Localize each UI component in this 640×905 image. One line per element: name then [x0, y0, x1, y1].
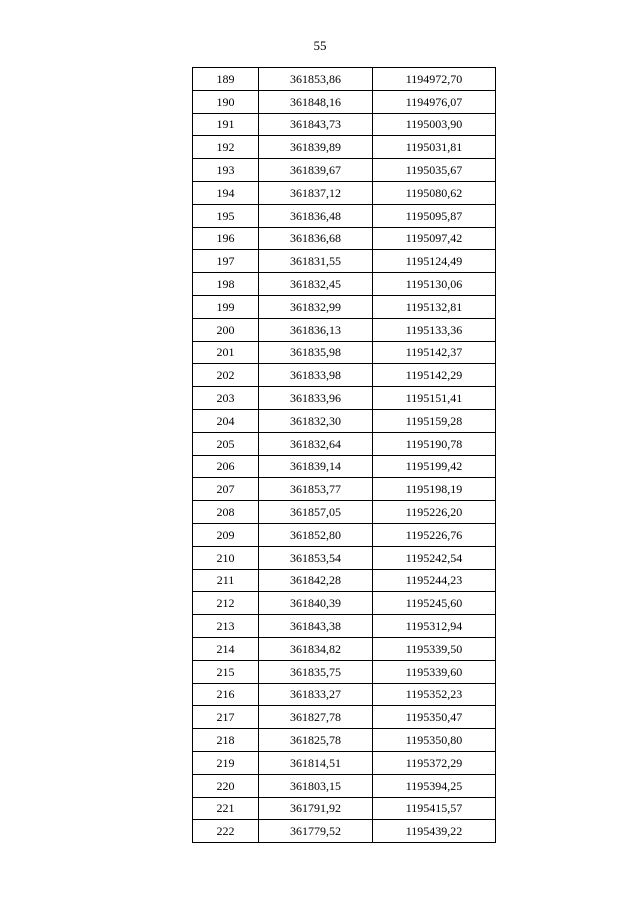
table-row	[193, 478, 496, 501]
point-number-cell: 189	[193, 68, 259, 91]
table-row	[193, 387, 496, 410]
point-number-cell: 193	[193, 159, 259, 182]
y-coordinate-cell: 1195142,29	[373, 364, 496, 387]
y-coordinate-cell: 1195130,06	[373, 273, 496, 296]
point-number-cell: 191	[193, 113, 259, 136]
point-number-cell: 209	[193, 523, 259, 546]
point-number-cell: 211	[193, 569, 259, 592]
x-coordinate-cell: 361832,30	[259, 409, 373, 432]
point-number-cell: 192	[193, 136, 259, 159]
x-coordinate-cell: 361833,96	[259, 387, 373, 410]
point-number-cell: 194	[193, 181, 259, 204]
point-number-cell: 201	[193, 341, 259, 364]
table-row	[193, 615, 496, 638]
x-coordinate-cell: 361843,38	[259, 615, 373, 638]
y-coordinate-cell: 1195198,19	[373, 478, 496, 501]
point-number-cell: 214	[193, 637, 259, 660]
y-coordinate-cell: 1195242,54	[373, 546, 496, 569]
x-coordinate-cell: 361839,67	[259, 159, 373, 182]
point-number-cell: 207	[193, 478, 259, 501]
table-row	[193, 227, 496, 250]
point-number-cell: 216	[193, 683, 259, 706]
x-coordinate-cell: 361791,92	[259, 797, 373, 820]
x-coordinate-cell: 361832,45	[259, 273, 373, 296]
x-coordinate-cell: 361848,16	[259, 90, 373, 113]
table-row	[193, 204, 496, 227]
y-coordinate-cell: 1195394,25	[373, 774, 496, 797]
x-coordinate-cell: 361803,15	[259, 774, 373, 797]
x-coordinate-cell: 361853,77	[259, 478, 373, 501]
y-coordinate-cell: 1195132,81	[373, 295, 496, 318]
y-coordinate-cell: 1195080,62	[373, 181, 496, 204]
x-coordinate-cell: 361833,98	[259, 364, 373, 387]
y-coordinate-cell: 1195097,42	[373, 227, 496, 250]
y-coordinate-cell: 1195035,67	[373, 159, 496, 182]
point-number-cell: 212	[193, 592, 259, 615]
table-row	[193, 706, 496, 729]
point-number-cell: 203	[193, 387, 259, 410]
x-coordinate-cell: 361827,78	[259, 706, 373, 729]
table-row	[193, 637, 496, 660]
table-row	[193, 90, 496, 113]
point-number-cell: 198	[193, 273, 259, 296]
y-coordinate-cell: 1195244,23	[373, 569, 496, 592]
page-number: 55	[313, 38, 327, 53]
y-coordinate-cell: 1194972,70	[373, 68, 496, 91]
table-row	[193, 136, 496, 159]
x-coordinate-cell: 361836,48	[259, 204, 373, 227]
x-coordinate-cell: 361833,27	[259, 683, 373, 706]
y-coordinate-cell: 1195312,94	[373, 615, 496, 638]
x-coordinate-cell: 361834,82	[259, 637, 373, 660]
x-coordinate-cell: 361839,14	[259, 455, 373, 478]
y-coordinate-cell: 1194976,07	[373, 90, 496, 113]
y-coordinate-cell: 1195439,22	[373, 820, 496, 843]
x-coordinate-cell: 361853,54	[259, 546, 373, 569]
point-number-cell: 199	[193, 295, 259, 318]
point-number-cell: 190	[193, 90, 259, 113]
point-number-cell: 197	[193, 250, 259, 273]
y-coordinate-cell: 1195159,28	[373, 409, 496, 432]
table-row	[193, 523, 496, 546]
table-row	[193, 751, 496, 774]
table-row	[193, 409, 496, 432]
y-coordinate-cell: 1195133,36	[373, 318, 496, 341]
x-coordinate-cell: 361832,64	[259, 432, 373, 455]
x-coordinate-cell: 361853,86	[259, 68, 373, 91]
y-coordinate-cell: 1195226,76	[373, 523, 496, 546]
point-number-cell: 205	[193, 432, 259, 455]
y-coordinate-cell: 1195124,49	[373, 250, 496, 273]
table-row	[193, 364, 496, 387]
coordinates-table-body	[193, 68, 496, 843]
table-row	[193, 250, 496, 273]
table-row	[193, 455, 496, 478]
point-number-cell: 220	[193, 774, 259, 797]
x-coordinate-cell: 361840,39	[259, 592, 373, 615]
y-coordinate-cell: 1195350,47	[373, 706, 496, 729]
point-number-cell: 218	[193, 729, 259, 752]
table-row	[193, 501, 496, 524]
x-coordinate-cell: 361836,13	[259, 318, 373, 341]
y-coordinate-cell: 1195199,42	[373, 455, 496, 478]
table-row	[193, 660, 496, 683]
table-row	[193, 432, 496, 455]
y-coordinate-cell: 1195095,87	[373, 204, 496, 227]
y-coordinate-cell: 1195372,29	[373, 751, 496, 774]
table-row	[193, 569, 496, 592]
table-row	[193, 181, 496, 204]
x-coordinate-cell: 361837,12	[259, 181, 373, 204]
x-coordinate-cell: 361779,52	[259, 820, 373, 843]
table-row	[193, 797, 496, 820]
table-row	[193, 113, 496, 136]
point-number-cell: 196	[193, 227, 259, 250]
y-coordinate-cell: 1195350,80	[373, 729, 496, 752]
x-coordinate-cell: 361832,99	[259, 295, 373, 318]
y-coordinate-cell: 1195415,57	[373, 797, 496, 820]
y-coordinate-cell: 1195339,50	[373, 637, 496, 660]
y-coordinate-cell: 1195151,41	[373, 387, 496, 410]
table-row	[193, 318, 496, 341]
x-coordinate-cell: 361839,89	[259, 136, 373, 159]
y-coordinate-cell: 1195190,78	[373, 432, 496, 455]
point-number-cell: 210	[193, 546, 259, 569]
y-coordinate-cell: 1195031,81	[373, 136, 496, 159]
point-number-cell: 200	[193, 318, 259, 341]
point-number-cell: 206	[193, 455, 259, 478]
point-number-cell: 204	[193, 409, 259, 432]
x-coordinate-cell: 361835,75	[259, 660, 373, 683]
point-number-cell: 217	[193, 706, 259, 729]
x-coordinate-cell: 361831,55	[259, 250, 373, 273]
table-row	[193, 273, 496, 296]
coordinates-table	[192, 67, 496, 843]
table-row	[193, 729, 496, 752]
x-coordinate-cell: 361843,73	[259, 113, 373, 136]
table-row	[193, 683, 496, 706]
table-row	[193, 159, 496, 182]
x-coordinate-cell: 361836,68	[259, 227, 373, 250]
x-coordinate-cell: 361842,28	[259, 569, 373, 592]
point-number-cell: 202	[193, 364, 259, 387]
y-coordinate-cell: 1195352,23	[373, 683, 496, 706]
table-row	[193, 546, 496, 569]
point-number-cell: 221	[193, 797, 259, 820]
point-number-cell: 213	[193, 615, 259, 638]
point-number-cell: 208	[193, 501, 259, 524]
table-row	[193, 295, 496, 318]
y-coordinate-cell: 1195003,90	[373, 113, 496, 136]
table-row	[193, 341, 496, 364]
x-coordinate-cell: 361835,98	[259, 341, 373, 364]
y-coordinate-cell: 1195339,60	[373, 660, 496, 683]
table-row	[193, 68, 496, 91]
x-coordinate-cell: 361852,80	[259, 523, 373, 546]
x-coordinate-cell: 361825,78	[259, 729, 373, 752]
table-row	[193, 774, 496, 797]
x-coordinate-cell: 361814,51	[259, 751, 373, 774]
point-number-cell: 215	[193, 660, 259, 683]
y-coordinate-cell: 1195245,60	[373, 592, 496, 615]
point-number-cell: 219	[193, 751, 259, 774]
table-row	[193, 820, 496, 843]
y-coordinate-cell: 1195226,20	[373, 501, 496, 524]
point-number-cell: 222	[193, 820, 259, 843]
table-row	[193, 592, 496, 615]
y-coordinate-cell: 1195142,37	[373, 341, 496, 364]
point-number-cell: 195	[193, 204, 259, 227]
x-coordinate-cell: 361857,05	[259, 501, 373, 524]
